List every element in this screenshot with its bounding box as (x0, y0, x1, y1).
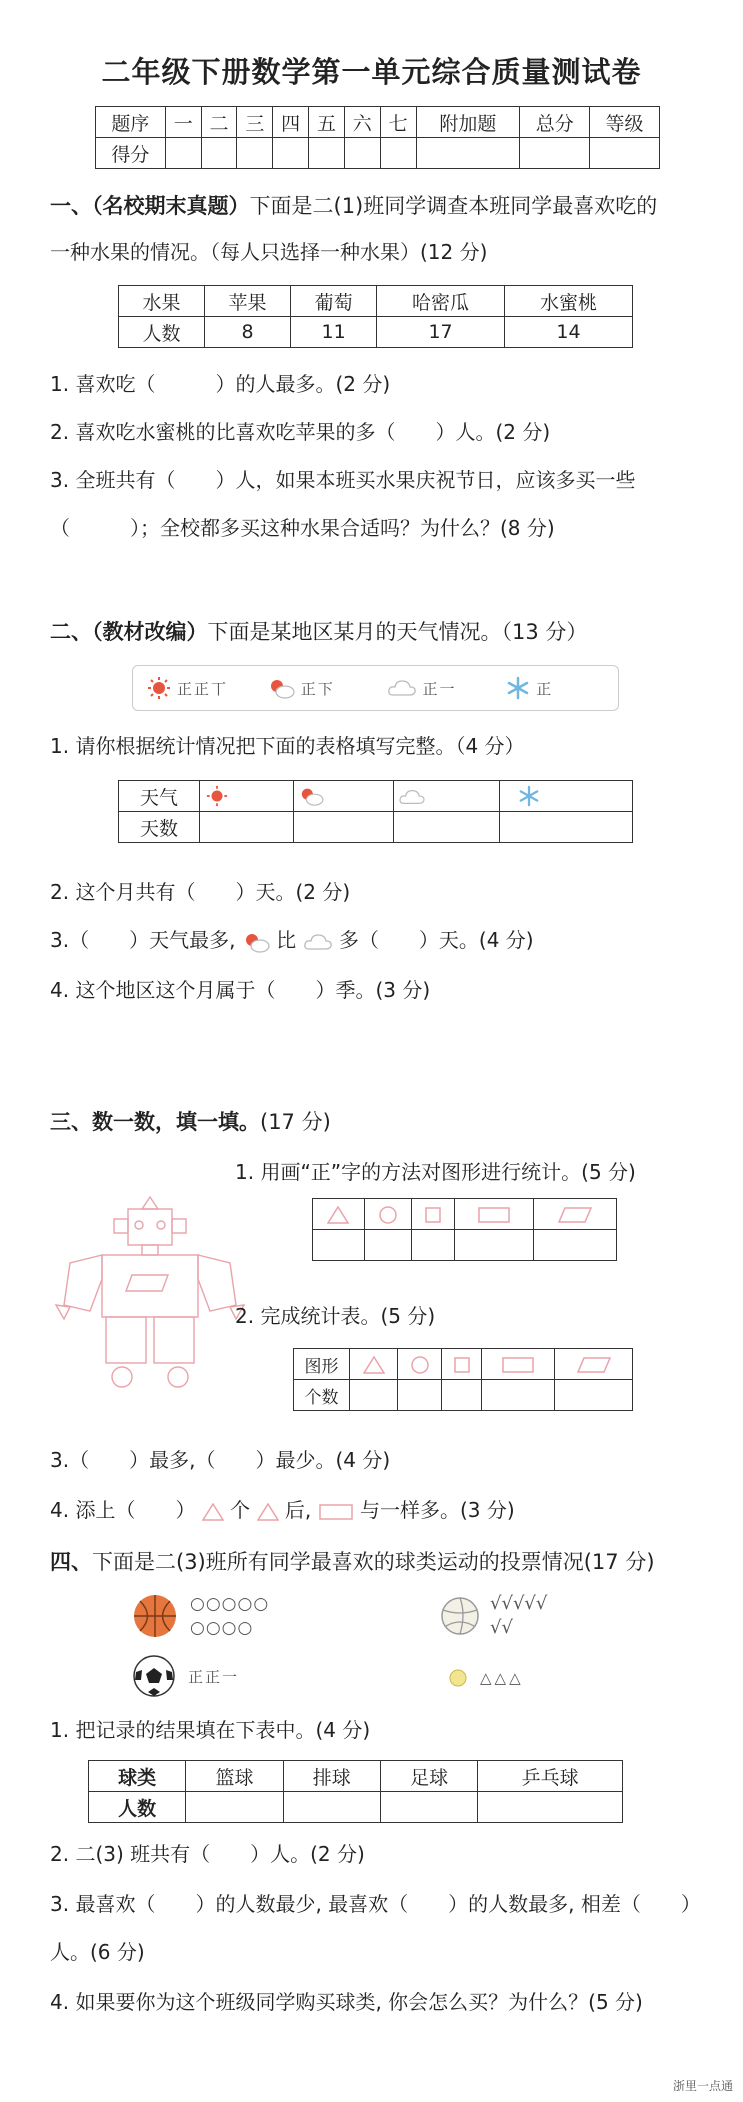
score-cell[interactable] (344, 138, 380, 169)
shape-header-circle (364, 1199, 411, 1230)
shape-count-cell[interactable] (482, 1380, 555, 1411)
s2-q3a: 3.（ ）天气最多, (50, 928, 236, 952)
score-cell[interactable] (416, 138, 520, 169)
ball-row-label: 人数 (89, 1792, 186, 1823)
cloud-icon (387, 677, 417, 699)
fruit-cell: 水果 (119, 286, 205, 317)
ball-head: 乒乓球 (478, 1761, 623, 1792)
parallelogram-icon (557, 1206, 593, 1224)
pingpong-ball-icon (448, 1668, 468, 1688)
cloud-icon (303, 931, 333, 953)
s2-q1: 1. 请你根据统计情况把下面的表格填写完整。（4 分） (50, 734, 525, 758)
score-cell[interactable] (201, 138, 237, 169)
shape-count-rectangle (482, 1349, 555, 1380)
score-header: 题序 (96, 107, 166, 138)
score-header: 二 (201, 107, 237, 138)
cloudy-tally: 正一 (422, 679, 457, 698)
s1-q2: 2. 喜欢吃水蜜桃的比喜欢吃苹果的多（ ）人。(2 分) (50, 420, 551, 444)
score-header: 总分 (520, 107, 590, 138)
weather-row-label: 天数 (119, 812, 200, 843)
partly-cloudy-icon (298, 785, 324, 807)
score-value-row (96, 138, 660, 169)
shape-header-triangle (313, 1199, 365, 1230)
shape-header-square (412, 1199, 455, 1230)
s4-q3b: 人。(6 分) (50, 1940, 145, 1964)
s2-text: 下面是某地区某月的天气情况。（13 分） (207, 620, 588, 644)
score-header: 附加题 (416, 107, 520, 138)
snowflake-icon (518, 785, 540, 807)
s3-q4a: 4. 添上（ ） (50, 1498, 196, 1522)
score-header: 等级 (590, 107, 660, 138)
triangle-icon (257, 1503, 279, 1521)
score-header: 七 (380, 107, 416, 138)
s4-q3a: 3. 最喜欢（ ）的人数最少, 最喜欢（ ）的人数最多, 相差（ ） (50, 1892, 701, 1916)
weather-days-cell[interactable] (393, 812, 500, 843)
score-header: 一 (165, 107, 201, 138)
s3-heading (50, 1108, 331, 1136)
shape-tally-table (312, 1198, 617, 1261)
basketball-icon (132, 1593, 178, 1639)
score-cell[interactable] (237, 138, 273, 169)
ball-table (88, 1760, 623, 1823)
s2-q2: 2. 这个月共有（ ）天。(2 分) (50, 880, 351, 904)
triangle-icon (202, 1503, 224, 1521)
score-cell[interactable] (165, 138, 201, 169)
s3-q4d: 与一样多。(3 分) (359, 1498, 515, 1522)
weather-cell-partly (293, 781, 393, 812)
rectangle-icon (318, 1503, 354, 1521)
ball-count-cell[interactable] (478, 1792, 623, 1823)
s4-q4: 4. 如果要你为这个班级同学购买球类, 你会怎么买？为什么？(5 分) (50, 1990, 643, 2014)
fruit-cell: 水蜜桃 (505, 286, 633, 317)
footer-watermark: 浙里一点通 (672, 2079, 733, 2093)
score-header: 四 (273, 107, 309, 138)
shape-count-square (442, 1349, 482, 1380)
fruit-count: 8 (205, 317, 291, 348)
shape-count-cell[interactable] (350, 1380, 398, 1411)
score-cell[interactable] (380, 138, 416, 169)
score-table (95, 106, 660, 169)
ball-count-cell[interactable] (186, 1792, 283, 1823)
s3-score: (17 分) (260, 1110, 331, 1134)
volleyball-record (440, 1592, 547, 1640)
score-header: 六 (344, 107, 380, 138)
s2-q3c: 多（ ）天。(4 分) (338, 928, 534, 952)
fruit-count: 17 (377, 317, 505, 348)
s1-num: 一、 (50, 194, 92, 218)
football-mark: 正正一 (188, 1667, 240, 1686)
s1-text2: 一种水果的情况。（每人只选择一种水果）(12 分) (50, 240, 488, 264)
shape-header-parallelogram (533, 1199, 616, 1230)
s4-q1: 1. 把记录的结果填在下表中。(4 分) (50, 1718, 371, 1742)
shape-count-triangle (350, 1349, 398, 1380)
shape-tally-cell[interactable] (412, 1230, 455, 1261)
s2-num: 二、 (50, 620, 92, 644)
score-row-label: 得分 (96, 138, 166, 169)
ball-head: 排球 (283, 1761, 380, 1792)
cloud-icon (398, 787, 426, 807)
s3-q4b: 个 (230, 1498, 251, 1522)
s3-heading-text: 三、数一数，填一填。 (50, 1110, 260, 1134)
volleyball-icon (440, 1596, 480, 1636)
weather-cell-cloudy (393, 781, 500, 812)
score-header: 五 (309, 107, 345, 138)
weather-days-cell[interactable] (200, 812, 294, 843)
shape-tally-cell[interactable] (313, 1230, 365, 1261)
volleyball-mark2: √√ (490, 1617, 513, 1638)
shape-header-rectangle (454, 1199, 533, 1230)
shape-tally-cell[interactable] (454, 1230, 533, 1261)
score-cell[interactable] (590, 138, 660, 169)
snowy-tally: 正 (536, 679, 554, 698)
s3-q2: 2. 完成统计表。(5 分) (235, 1304, 436, 1328)
s4-text: 下面是二(3)班所有同学最喜欢的球类运动的投票情况(17 分) (92, 1550, 655, 1574)
shape-count-cell[interactable] (398, 1380, 442, 1411)
basketball-mark2: ○○○○ (190, 1618, 254, 1638)
fruit-cell: 苹果 (205, 286, 291, 317)
shape-tally-cell[interactable] (533, 1230, 616, 1261)
s2-heading (50, 618, 587, 646)
volleyball-mark: √√√√√ (490, 1593, 548, 1614)
basketball-mark: ○○○○○ (190, 1594, 270, 1614)
weather-days-cell[interactable] (293, 812, 393, 843)
s2-q3b: 比 (276, 928, 297, 952)
triangle-icon (363, 1356, 385, 1374)
weather-days-cell[interactable] (500, 812, 633, 843)
ball-head: 足球 (380, 1761, 477, 1792)
football-icon (132, 1654, 176, 1698)
page-title: 二年级下册数学第一单元综合质量测试卷 (101, 55, 642, 89)
rectangle-icon (477, 1206, 511, 1224)
s2-tag: （教材改编） (92, 620, 208, 644)
partly-cloudy-icon (267, 676, 295, 700)
s2-q4: 4. 这个地区这个月属于（ ）季。(3 分) (50, 978, 431, 1002)
football-record (132, 1654, 239, 1698)
fruit-count: 14 (505, 317, 633, 348)
s2-q3 (50, 926, 534, 954)
weather-cell-sunny (200, 781, 294, 812)
ball-head: 球类 (89, 1761, 186, 1792)
shape-count-cell[interactable] (442, 1380, 482, 1411)
ball-head: 篮球 (186, 1761, 283, 1792)
snowflake-icon (506, 676, 530, 700)
parallelogram-icon (576, 1356, 612, 1374)
score-header: 三 (237, 107, 273, 138)
sun-icon (206, 785, 228, 807)
shape-count-table (293, 1348, 633, 1411)
shape-count-label: 个数 (294, 1380, 350, 1411)
shape-tally-cell[interactable] (364, 1230, 411, 1261)
fruit-cell: 哈密瓜 (377, 286, 505, 317)
square-icon (453, 1356, 471, 1374)
score-cell[interactable] (520, 138, 590, 169)
s3-q3: 3.（ ）最多,（ ）最少。(4 分) (50, 1448, 391, 1472)
weather-cell-snowy (500, 781, 633, 812)
sun-icon (147, 676, 171, 700)
circle-icon (410, 1355, 430, 1375)
s1-heading (50, 192, 657, 220)
triangle-icon (327, 1206, 349, 1224)
partly-cloudy-icon (242, 930, 270, 954)
square-icon (424, 1206, 442, 1224)
s3-q4c: 后, (284, 1498, 312, 1522)
sunny-tally: 正正丅 (177, 679, 229, 698)
pingpong-mark: △△△ (480, 1669, 524, 1687)
score-cell[interactable] (273, 138, 309, 169)
ball-count-cell[interactable] (283, 1792, 380, 1823)
fruit-table (118, 285, 633, 348)
score-header-row (96, 107, 660, 138)
pingpong-record (448, 1668, 524, 1688)
weather-table (118, 780, 633, 843)
shape-count-parallelogram (555, 1349, 633, 1380)
shape-count-label: 图形 (294, 1349, 350, 1380)
s1-tag: （名校期末真题） (92, 194, 250, 218)
basketball-record (132, 1592, 269, 1640)
robot-figure (50, 1195, 250, 1415)
s4-heading (50, 1548, 655, 1576)
shape-count-circle (398, 1349, 442, 1380)
fruit-count: 11 (291, 317, 377, 348)
s3-q1: 1. 用画“正”字的方法对图形进行统计。(5 分) (235, 1160, 636, 1184)
weather-record-box (132, 665, 619, 711)
s1-q3a: 3. 全班共有（ ）人，如果本班买水果庆祝节日，应该多买一些 (50, 468, 636, 492)
ball-count-cell[interactable] (380, 1792, 477, 1823)
rectangle-icon (501, 1356, 535, 1374)
s4-q2: 2. 二(3) 班共有（ ）人。(2 分) (50, 1842, 365, 1866)
partly-cloudy-tally: 正下 (300, 679, 335, 698)
s4-num: 四、 (50, 1550, 92, 1574)
s1-q3b: （ ）；全校都多买这种水果合适吗？为什么？(8 分) (50, 516, 555, 540)
s1-q1: 1. 喜欢吃（ ）的人最多。(2 分) (50, 372, 391, 396)
s3-q4 (50, 1496, 515, 1524)
shape-count-cell[interactable] (555, 1380, 633, 1411)
circle-icon (378, 1205, 398, 1225)
fruit-cell: 葡萄 (291, 286, 377, 317)
score-cell[interactable] (309, 138, 345, 169)
s1-text1: 下面是二(1)班同学调查本班同学最喜欢吃的 (249, 194, 658, 218)
weather-row-label: 天气 (119, 781, 200, 812)
fruit-count: 人数 (119, 317, 205, 348)
